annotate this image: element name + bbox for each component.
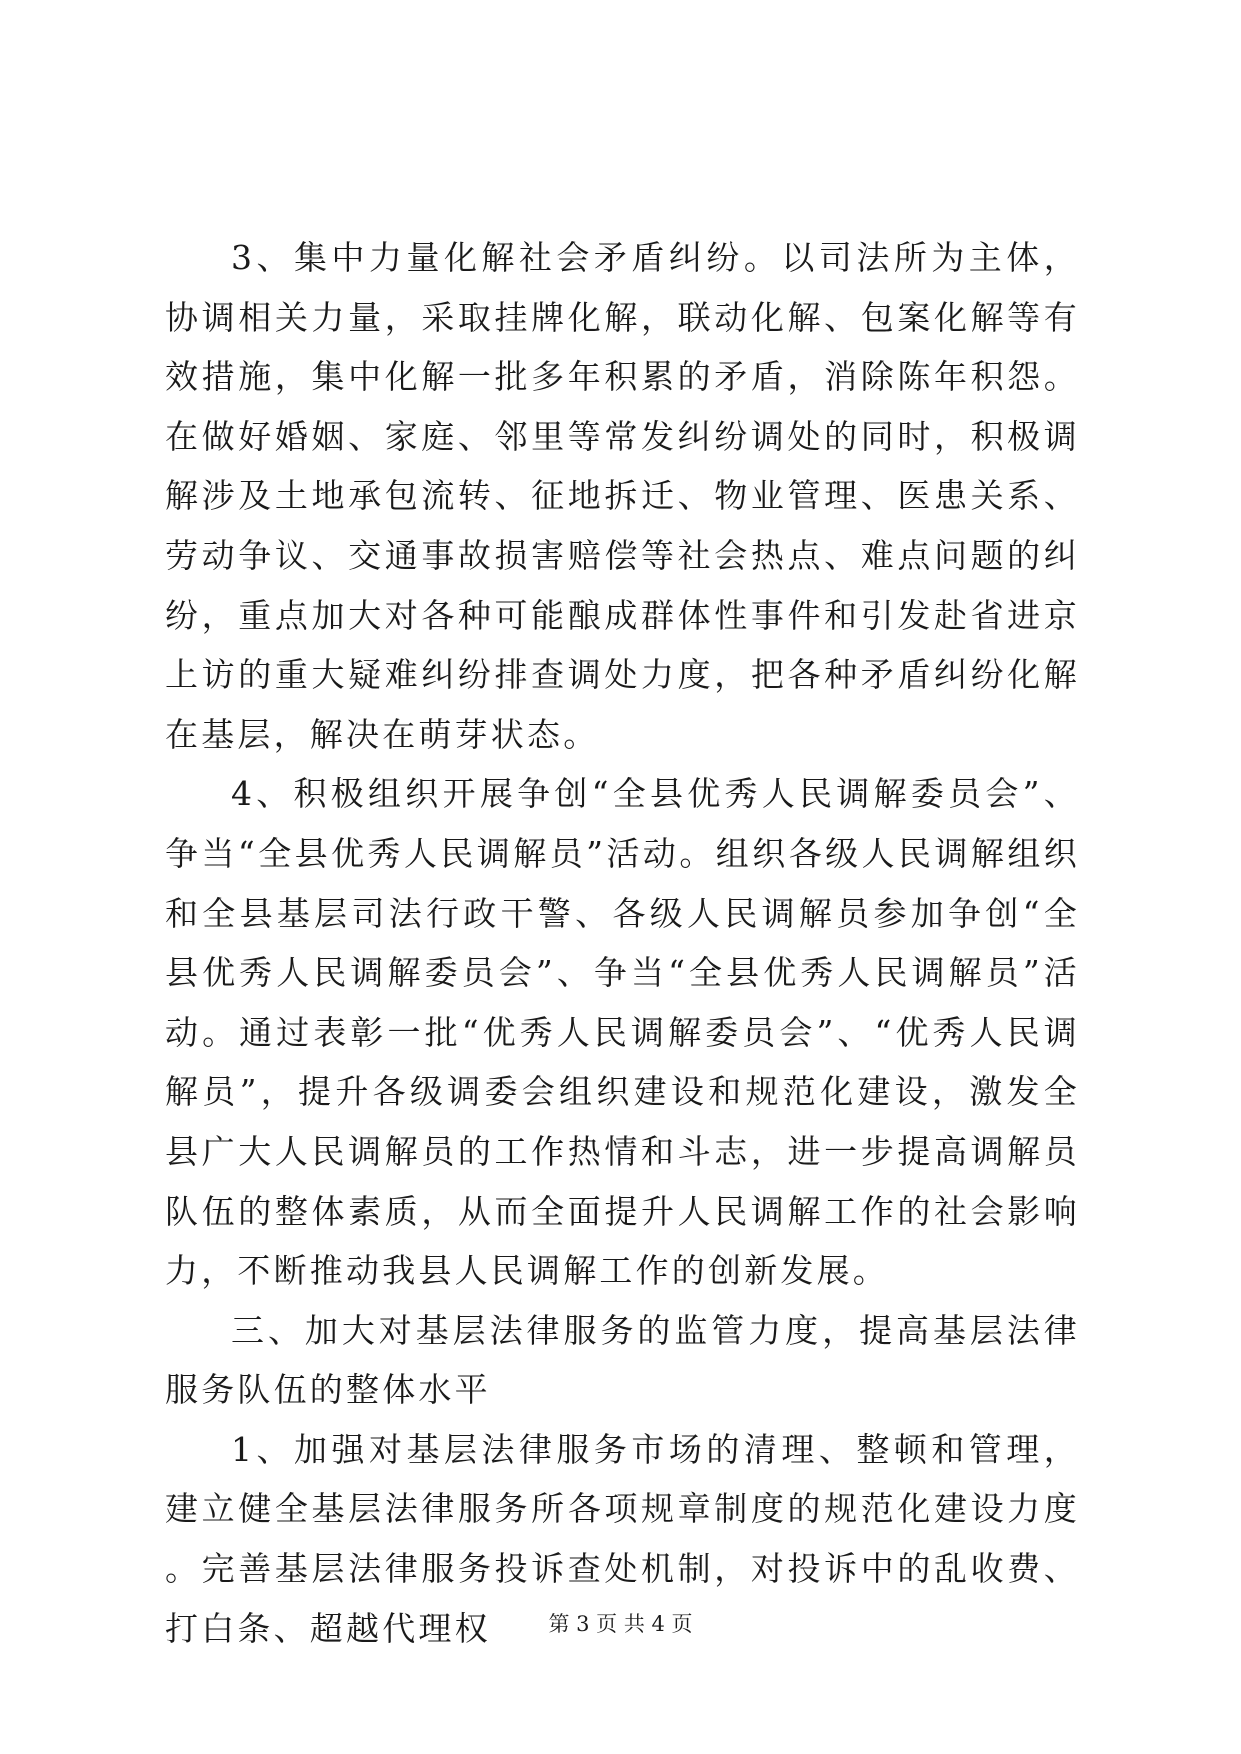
paragraph-legal-market: 1、加强对基层法律服务市场的清理、整顿和管理，建立健全基层法律服务所各项规章制度的规范化建设力度。完善基层法律服务投诉查处机制，对投诉中的乱收费、打白条、超越代理权: [165, 1429, 1080, 1648]
paragraph-mediate-disputes: 3、集中力量化解社会矛盾纠纷。以司法所为主体，协调相关力量，采取挂牌化解，联动化解、包案化解等有效措施，集中化解一批多年积累的矛盾，消除陈年积怨。在做好婚姻、家庭、邻里等常发纠纷调处的同时，积极调解涉及土地承包流转、征地拆迁、物业管理、医患关系、劳动争议、交通事故损害赔偿等社会热点、难点问题的纠纷，重点加大对各种可能酿成群体性事件和引发赴省进京上访的重大疑难纠纷排查调处力度，把各种矛盾纠纷化解在基层，解决在萌芽状态。: [165, 238, 1080, 754]
paragraph-excellent-mediators: 4、积极组织开展争创“全县优秀人民调解委员会”、争当“全县优秀人民调解员”活动。组织各级人民调解组织和全县基层司法行政干警、各级人民调解员参加争创“全县优秀人民调解委员会”、争当“全县优秀人民调解员”活动。通过表彰一批“优秀人民调解委员会”、“优秀人民调解员”，提升各级调委会组织建设和规范化建设，激发全县广大人民调解员的工作热情和斗志，进一步提高调解员队伍的整体素质，从而全面提升人民调解工作的社会影响力，不断推动我县人民调解工作的创新发展。: [165, 774, 1080, 1291]
section-heading-legal-services: 三、加大对基层法律服务的监管力度，提高基层法律服务队伍的整体水平: [165, 1310, 1080, 1410]
document-body: [165, 228, 1080, 1658]
page-number-footer: 第 3 页 共 4 页: [548, 1612, 693, 1636]
